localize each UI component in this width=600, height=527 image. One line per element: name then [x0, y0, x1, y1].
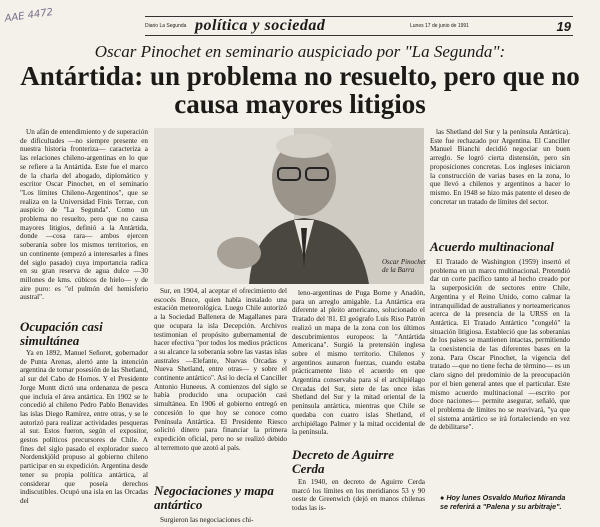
column-1-text: Un afán de entendimiento y de superación de dificultades —no siempre presente en nuestra historia fronteriza— caracteriza a las relaciones chileno-argentinas en lo que se refiere a la Antártida. Este fue el marco de la charla del abogado, diplomático y escritor Oscar Pinochet, en el seminario "Los límites Chileno-Argentinos", que se realiza en la Universidad Finis Terrae, con auspicio de "La Segunda". Como un problema no resuelto, pero que no causa mayores litigios, definió a la Antártida, donde —cosa rara— ambos ejercen soberanía sobre los mismos territorios, en un continente (empezó a interesarles a fines del siglo pasado) cuya importancia radica en su gran reserva de agua dulce —30 millones de kms. cúbicos de hielo— y de aire puro: es "el pulmón del hemisferio austral". [20, 128, 148, 302]
footer-note: ● Hoy lunes Osvaldo Muñoz Miranda se referirá a "Palena y su arbitraje". [440, 493, 566, 511]
column-3b [292, 478, 425, 513]
column-2-text: Sur, en 1904, al aceptar el ofrecimiento del escocés Bruce, quien había instalado una estación meteorológica. Luego Chile autorizó a la Sociedad Ballenera de Magallanes para que ocupara la isla Decepción. Archivos testimonian el propósito gubernamental de hacer efectiva "por todos los medios prácticos a su alcance la soberanía sobre las vastas islas australes —Elefante, Nuevas Orcadas y Nueva Shetland, entre otras— y sobre el continente antártico". Así lo decía el Canciller Antonio Huneeus. A comienzos del siglo se había producido una ocupación casi simultánea. En 1906 el gobierno entregó en concesión lo que hoy se conoce como Península Antártica. El Presidente Riesco solicitó dinero para financiar la primera expedición oficial, pero no se realizó debido al terremoto que azotó al país. [154, 287, 287, 452]
headline: Antártida: un problema no resuelto, pero que no causa mayores litigios [20, 61, 580, 119]
column-3b-text: En 1940, en decreto de Aguirre Cerda marcó los límites en los meridianos 53 y 90 oeste de Greenwich (dejó en manos chilenas todas las is- [292, 478, 425, 513]
subhead-decreto: Decreto de Aguirre Cerda [292, 447, 395, 476]
column-2b-text: Surgieron las negociaciones chi- [160, 516, 254, 524]
issue-date: Lunes 17 de junio de 1991 [410, 23, 469, 29]
publication-name: Diario La Segunda [145, 23, 187, 29]
section-header [145, 16, 573, 36]
page-number: 19 [556, 18, 571, 34]
column-4b [430, 258, 570, 432]
column-1 [20, 128, 148, 302]
column-1b [20, 349, 148, 506]
column-3 [292, 289, 425, 437]
subhead-acuerdo: Acuerdo multinacional [430, 239, 554, 254]
column-2b [154, 516, 287, 525]
column-4-text: las Shetland del Sur y la península Antártica). Este fue rechazado por Argentina. El Canciller Manuel Bianchi decidió negociar un buen arreglo. Se logró cierta distensión, pero sin proposiciones concretas. Los ingleses iniciaron la construcción de varias bases en la zona, lo que llevó a chilenos y argentinos a hacer lo mismo. En 1948 se hizo más patente el deseo de concretar un tratado de límites del sector. [430, 128, 570, 206]
handwritten-note: AAE 4472 [4, 6, 54, 25]
section-title: política y sociedad [195, 17, 326, 34]
subhead-negociaciones: Negociaciones y mapa antártico [154, 483, 274, 512]
photo-caption: Oscar Pinochet de la Barra [382, 258, 426, 274]
column-2 [154, 287, 287, 452]
kicker: Oscar Pinochet en seminario auspiciado por "La Segunda": [94, 42, 506, 61]
column-4 [430, 128, 570, 206]
column-3-text: leno-argentinas de Puga Borne y Anadón, para un arreglo amigable. La Antártica era diferente al pleito americano, solucionado el Tratado del '81. El geógrafo Luis Riso Patrón realizó un mapa de la zona con los últimos descubrimientos europeos: la "Antártida Americana". Surgió la pretensión inglesa sobre el mismo territorio. Chilenos y argentinos aunaron fuerzas, cuando estaba prácticamente listo el acuerdo en que Argentina conservaba para sí el archipiélago Orcadas del Sur, siete de las once islas Shetland del Sur y la mitad oriental de la península antártica, mientras que Chile se quedaba con cuatro islas Shetland, el archipiélago Palmer y la mitad occidental de la península. [292, 289, 425, 437]
subhead-ocupacion: Ocupación casi simultánea [20, 319, 103, 348]
column-1b-text: Ya en 1892, Manuel Señoret, gobernador de Punta Arenas, alertó ante la intención argentina de tomar posesión de las Shetland, al sur del Cabo de Hornos. Y el Presidente Jorge Montt dictó una ordenanza de pesca que incluía el área antártica. En 1902 se le concedió al chileno Pedro Pablo Benavides las islas Diego Ramírez, entre otras, y se le autorizó para realizar actividades pesqueras al sur. Estos fueron, según el expositor, gestos políticos precursores de Chile. A fines del siglo pasado el explorador sueco Nordenskjöld propuso al gobierno chileno participar en su expedición. Argentina desde tener su propia política antártica, al considerar que poseía derechos indiscutibles. Ocupó una isla en las Orcadas del [20, 349, 148, 505]
column-4b-text: El Tratado de Washington (1959) insertó el problema en un marco multinacional. Pretendió dar un corte pacífico tanto al hecho creado por la superposición de sectores entre Chile, Argentina y el Reino Unido, como calmar la intranquilidad de australianos y norteamericanos acerca de la presencia de la URSS en la Antártica. El Tratado Antártico "congeló" la situación litigiosa. Estableció que las soberanías de los países se mantienen intactas, permitiendo la coexistencia de las diferentes bases en la zona. Para Oscar Pinochet, la vigencia del tratado —que no tiene fecha de término— es un claro signo del predominio de la preocupación por el bien general antes que el particular. Este mismo acuerdo multinacional —escrito por doce naciones— permite asegurar, señaló, que el problema de límites no se reavivará, "ya que el sistema antártico se irá fortaleciendo en vez de debilitarse". [430, 258, 570, 432]
